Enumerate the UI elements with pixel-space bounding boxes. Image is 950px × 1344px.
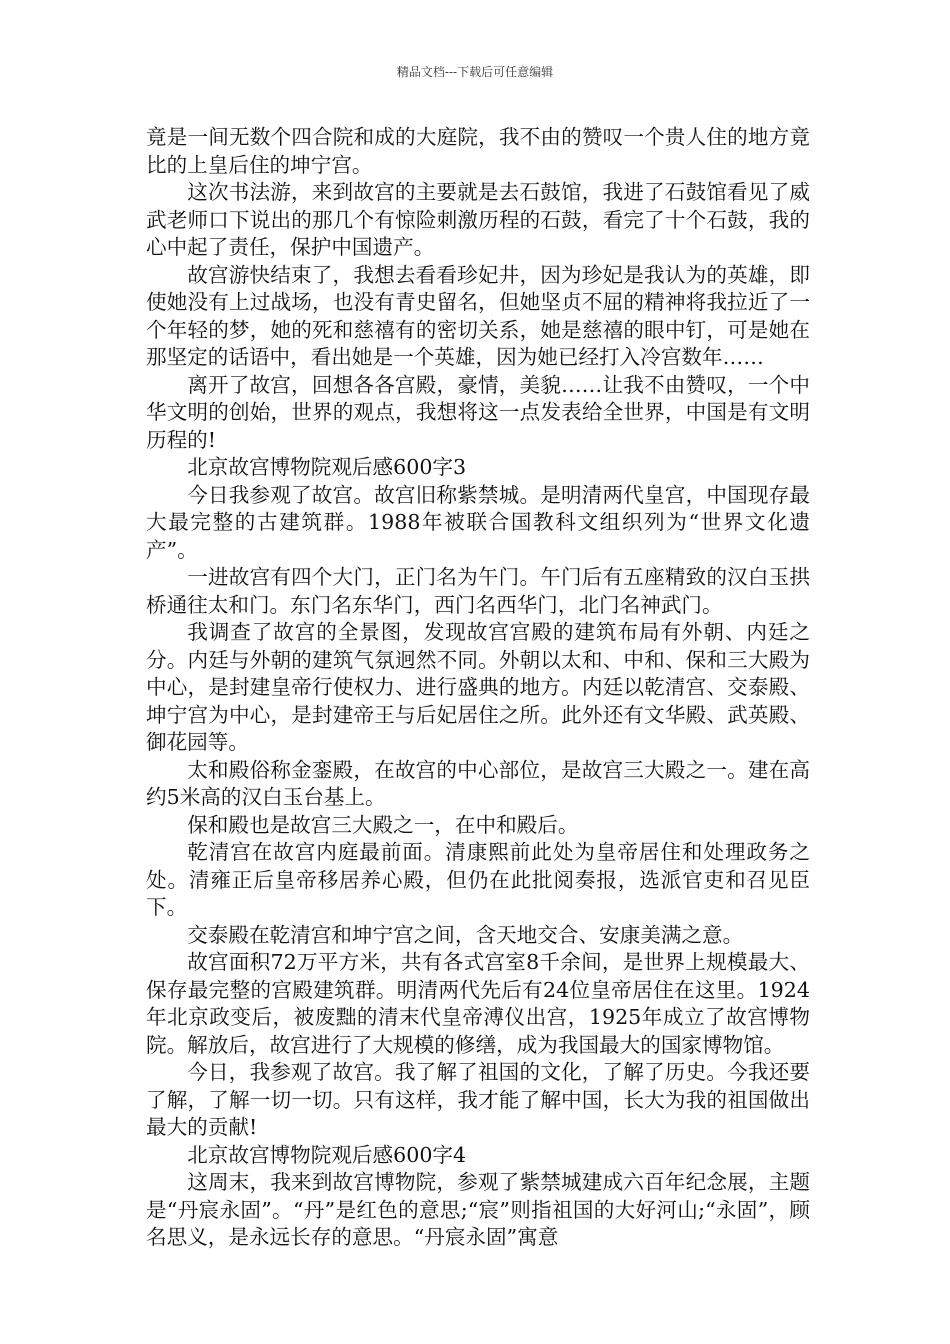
paragraph: 今日我参观了故宫。故宫旧称紫禁城。是明清两代皇宫，中国现存最大最完整的古建筑群。1988年被联合国教科文组织列为“世界文化遗产”。 <box>146 482 810 562</box>
paragraph: 乾清宫在故宫内庭最前面。清康熙前此处为皇帝居住和处理政务之处。清雍正后皇帝移居养心殿，但仍在此批阅奏报，选派官吏和召见臣下。 <box>146 840 810 919</box>
paragraph: 竟是一间无数个四合院和成的大庭院，我不由的赞叹一个贵人住的地方竟比的上皇后住的坤宁宫。 <box>146 125 810 177</box>
paragraph: 交泰殿在乾清宫和坤宁宫之间，含天地交合、安康美满之意。 <box>187 922 744 947</box>
paragraph: 一进故宫有四个大门，正门名为午门。午门后有五座精致的汉白玉拱桥通往太和门。东门名东华门，西门名西华门，北门名神武门。 <box>146 565 810 617</box>
paragraph: 这周末，我来到故宫博物院，参观了紫禁城建成六百年纪念展，主题是“丹宸永固”。“丹”是红色的意思;“宸”则指祖国的大好河山;“永固”，顾名思义，是永远长存的意思。“丹宸永固”寓意 <box>146 1170 810 1249</box>
section-heading: 北京故宫博物院观后感600字4 <box>187 1142 467 1167</box>
page-header <box>0 64 950 80</box>
section-heading: 北京故宫博物院观后感600字3 <box>187 455 467 479</box>
paragraph: 我调查了故宫的全景图，发现故宫宫殿的建筑布局有外朝、内廷之分。内廷与外朝的建筑气氛迥然不同。外朝以太和、中和、保和三大殿为中心，是封建皇帝行使权力、进行盛典的地方。内廷以乾清宫、交泰殿、坤宁宫为中心，是封建帝王与后妃居住之所。此外还有文华殿、武英殿、御花园等。 <box>146 620 810 754</box>
paragraph: 故宫游快结束了，我想去看看珍妃井，因为珍妃是我认为的英雄，即使她没有上过战场，也没有青史留名，但她坚贞不屈的精神将我拉近了一个年轻的梦，她的死和慈禧有的密切关系，她是慈禧的眼中钉，可是她在那坚定的话语中，看出她是一个英雄，因为她已经打入冷宫数年…… <box>146 262 810 369</box>
paragraph: 保和殿也是故宫三大殿之一，在中和殿后。 <box>187 812 579 837</box>
paragraph: 太和殿俗称金銮殿，在故宫的中心部位，是故宫三大殿之一。建在高约5米高的汉白玉台基上。 <box>146 757 810 809</box>
paragraph: 这次书法游，来到故宫的主要就是去石鼓馆，我进了石鼓馆看见了威武老师口下说出的那几个有惊险刺激历程的石鼓，看完了十个石鼓，我的心中起了责任，保护中国遗产。 <box>146 180 810 259</box>
document-body <box>146 124 810 1252</box>
paragraph: 离开了故宫，回想各各宫殿，豪情，美貌……让我不由赞叹，一个中华文明的创始，世界的观点，我想将这一点发表给全世界，中国是有文明历程的! <box>146 372 810 452</box>
header-text: 精品文档---下载后可任意编辑 <box>396 65 554 79</box>
paragraph: 今日，我参观了故宫。我了解了祖国的文化，了解了历史。今我还要了解，了解一切一切。只有这样，我才能了解中国，长大为我的祖国做出最大的贡献! <box>146 1060 810 1139</box>
paragraph: 故宫面积72万平方米，共有各式宫室8千余间，是世界上规模最大、保存最完整的宫殿建筑群。明清两代先后有24位皇帝居住在这里。1924年北京政变后，被废黜的清末代皇帝溥仪出宫，1925年成立了故宫博物院。解放后，故宫进行了大规模的修缮，成为我国最大的国家博物馆。 <box>146 950 810 1057</box>
